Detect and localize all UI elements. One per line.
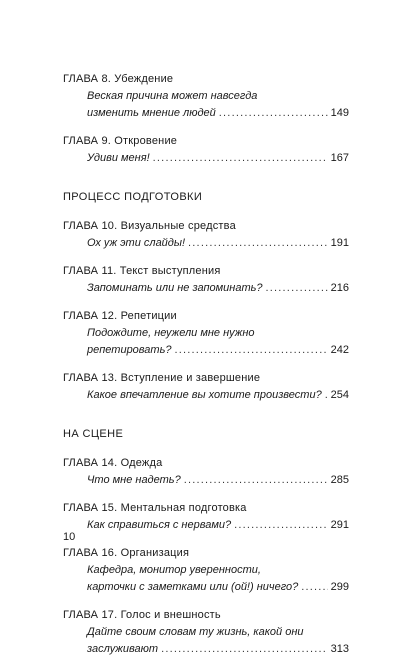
chapter-title: ГЛАВА 12. Репетиции xyxy=(63,310,177,322)
chapter-title: ГЛАВА 8. Убеждение xyxy=(63,73,174,85)
chapter-subtitle: Что мне надеть? xyxy=(87,474,181,486)
chapter-subtitle: Какое впечатление вы хотите произвести? xyxy=(87,389,322,401)
dot-leader xyxy=(161,641,328,658)
toc-entry[interactable] xyxy=(63,545,349,596)
toc-entry[interactable] xyxy=(63,263,349,297)
chapter-subtitle: карточки с заметками или (ой!) ничего? xyxy=(87,581,299,593)
toc-section xyxy=(63,71,349,167)
toc-entry[interactable] xyxy=(63,607,349,658)
dot-leader xyxy=(234,517,328,534)
chapter-subtitle: репетировать? xyxy=(87,344,172,356)
toc-entry[interactable] xyxy=(63,308,349,359)
chapter-subtitle: Подождите, неужели мне нужно xyxy=(87,327,255,339)
dot-leader xyxy=(219,105,328,122)
chapter-title: ГЛАВА 9. Откровение xyxy=(63,135,178,147)
chapter-title: ГЛАВА 13. Вступление и завершение xyxy=(63,372,261,384)
chapter-subtitle: Удиви меня! xyxy=(87,152,150,164)
chapter-subtitle: Ох уж эти слайды! xyxy=(87,237,186,249)
chapter-title: ГЛАВА 17. Голос и внешность xyxy=(63,609,221,621)
page-ref: 254 xyxy=(330,389,349,401)
dot-leader xyxy=(301,579,327,596)
toc-entry[interactable] xyxy=(63,500,349,534)
toc-entry[interactable] xyxy=(63,218,349,252)
chapter-title: ГЛАВА 10. Визуальные средства xyxy=(63,220,236,232)
chapter-subtitle: Запоминать или не запоминать? xyxy=(87,282,263,294)
toc-entry[interactable] xyxy=(63,71,349,122)
chapter-subtitle: Веская причина может навсегда xyxy=(87,90,258,102)
page-ref: 313 xyxy=(330,643,349,655)
chapter-title: ГЛАВА 16. Организация xyxy=(63,547,190,559)
page-ref: 242 xyxy=(330,344,349,356)
chapter-title: ГЛАВА 15. Ментальная подготовка xyxy=(63,502,247,514)
toc-section xyxy=(63,426,349,658)
chapter-title: ГЛАВА 11. Текст выступления xyxy=(63,265,221,277)
dot-leader xyxy=(325,387,328,404)
table-of-contents xyxy=(63,71,349,669)
page-ref: 167 xyxy=(330,152,349,164)
dot-leader xyxy=(184,472,328,489)
toc-entry[interactable] xyxy=(63,133,349,167)
chapter-subtitle: Дайте своим словам ту жизнь, какой они xyxy=(87,626,304,638)
page-ref: 149 xyxy=(330,107,349,119)
chapter-title: ГЛАВА 14. Одежда xyxy=(63,457,163,469)
page-ref: 299 xyxy=(330,581,349,593)
page-ref: 216 xyxy=(330,282,349,294)
page-number: 10 xyxy=(63,531,76,543)
section-title: НА СЦЕНЕ xyxy=(63,428,124,440)
dot-leader xyxy=(188,235,328,252)
page-ref: 191 xyxy=(330,237,349,249)
chapter-subtitle: изменить мнение людей xyxy=(87,107,216,119)
dot-leader xyxy=(174,342,327,359)
dot-leader xyxy=(153,150,328,167)
chapter-subtitle: Как справиться с нервами? xyxy=(87,519,232,531)
section-title: ПРОЦЕСС ПОДГОТОВКИ xyxy=(63,191,203,203)
chapter-subtitle: Кафедра, монитор уверенности, xyxy=(87,564,261,576)
page-ref: 291 xyxy=(330,519,349,531)
page-ref: 285 xyxy=(330,474,349,486)
toc-entry[interactable] xyxy=(63,370,349,404)
toc-section xyxy=(63,189,349,404)
dot-leader xyxy=(266,280,328,297)
chapter-subtitle: заслуживают xyxy=(87,643,159,655)
toc-entry[interactable] xyxy=(63,455,349,489)
